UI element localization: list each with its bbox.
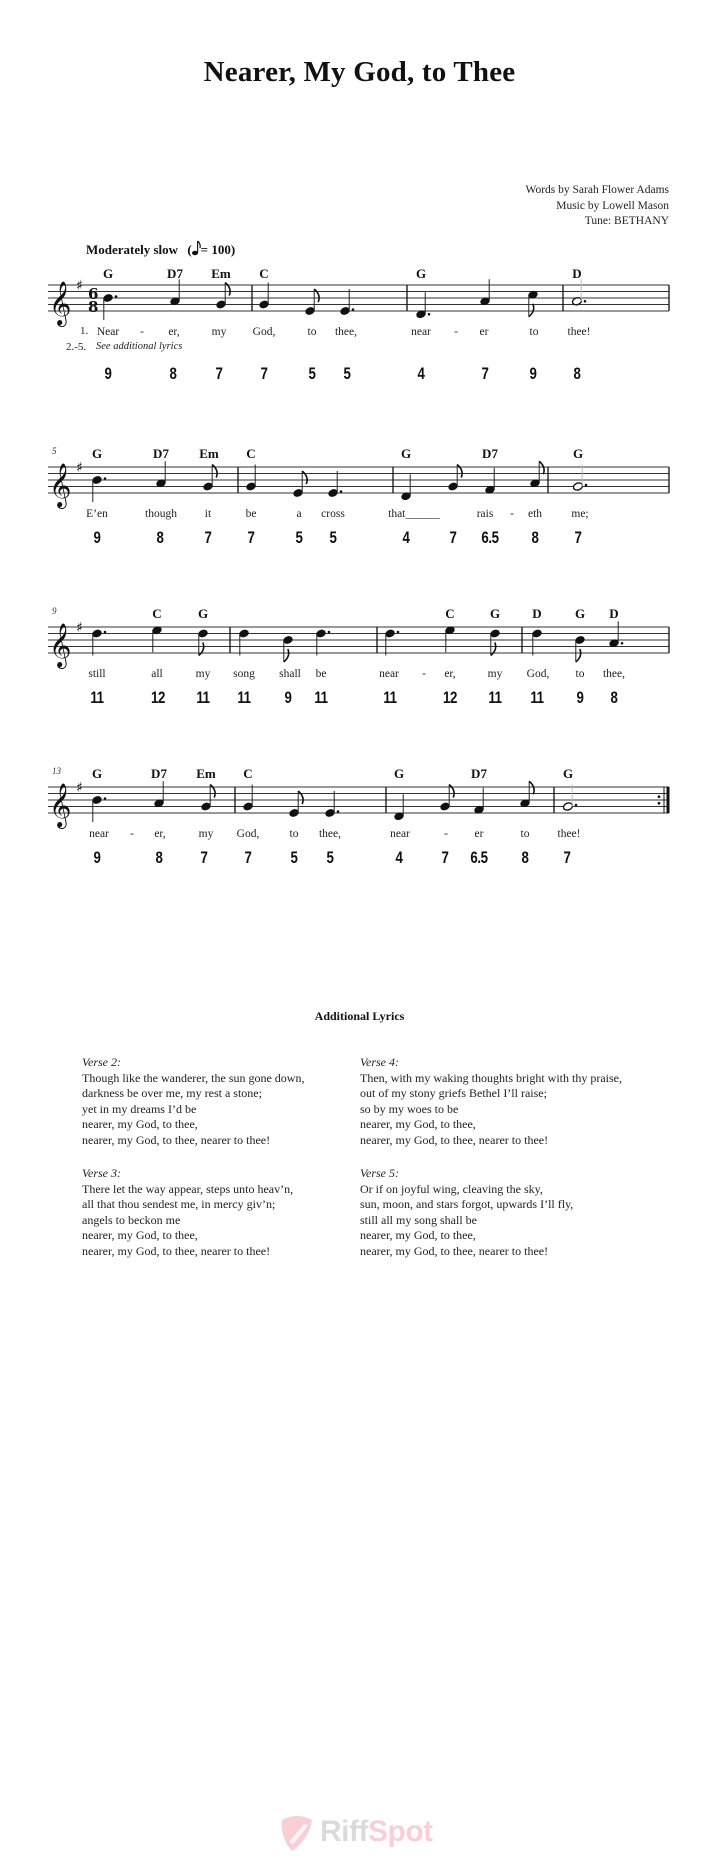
verse-line: sun, moon, and stars forgot, upwards I’ll fly, <box>360 1197 574 1212</box>
lyric-syllable: my <box>198 828 214 840</box>
lyric-syllable: my <box>211 326 227 338</box>
chord-symbol: C <box>246 446 256 461</box>
lyric-syllable: all <box>151 668 163 680</box>
verse-2-block <box>82 1055 304 1149</box>
lyric-syllable: Near <box>96 326 120 338</box>
verse-line: nearer, my God, to thee, nearer to thee! <box>82 1243 271 1258</box>
lyric-syllable: rais <box>476 508 494 520</box>
chord-symbol: G <box>400 446 412 461</box>
music-credit: Music by Lowell Mason <box>556 199 669 212</box>
harmonica-hole-number: 8 <box>610 688 618 707</box>
treble-clef-icon: 𝄞 <box>49 783 72 827</box>
harmonica-hole-number: 5 <box>290 848 298 867</box>
chord-symbol: G <box>197 606 209 621</box>
eighth-note-icon <box>192 240 201 256</box>
harmonica-hole-number: 11 <box>90 688 104 707</box>
lyric-syllable: er, <box>154 828 166 840</box>
chord-symbol: C <box>445 606 455 621</box>
verse-line: There let the way appear, steps unto heav’n, <box>82 1181 294 1196</box>
chord-symbol: G <box>489 606 501 621</box>
harmonica-hole-number: 9 <box>93 528 101 547</box>
harmonica-hole-number: 8 <box>155 848 163 867</box>
additional-lyrics-title: Additional Lyrics <box>314 1009 405 1023</box>
lyric-syllable: it <box>204 508 212 520</box>
guitar-pick-icon <box>278 1812 316 1852</box>
harmonica-hole-number: 7 <box>260 364 268 383</box>
lyric-syllable: God, <box>526 668 550 680</box>
harmonica-hole-number: 8 <box>156 528 164 547</box>
chord-symbol: C <box>152 606 162 621</box>
harmonica-hole-number: 4 <box>395 848 403 867</box>
lyric-syllable: thee! <box>557 828 581 840</box>
lyric-syllable: - <box>130 828 134 840</box>
sharp-icon: ♯ <box>76 780 83 796</box>
chord-symbol: D7 <box>151 766 167 781</box>
lyric-syllable: my <box>487 668 503 680</box>
harmonica-hole-number: 9 <box>93 848 101 867</box>
sharp-icon: ♯ <box>76 460 83 476</box>
verse-4-block <box>360 1055 622 1149</box>
lyric-syllable: to <box>575 668 585 680</box>
lyric-syllable: cross <box>321 508 345 520</box>
harmonica-hole-number: 7 <box>574 528 582 547</box>
harmonica-hole-number: 7 <box>449 528 457 547</box>
lyric-syllable: thee! <box>567 326 591 338</box>
lyric-syllable: song <box>233 668 255 680</box>
lyric-syllable: near <box>411 326 431 338</box>
harmonica-hole-number: 8 <box>521 848 529 867</box>
sharp-icon: ♯ <box>76 620 83 636</box>
chord-symbol: D7 <box>153 446 169 461</box>
lyric-syllable: to <box>307 326 317 338</box>
verse-1-label: 1. <box>80 325 89 337</box>
tempo-marking <box>86 240 235 258</box>
harmonica-hole-number: 9 <box>529 364 537 383</box>
harmonica-hole-number: 5 <box>343 364 351 383</box>
lyric-syllable: thee, <box>334 326 358 338</box>
credits <box>526 183 669 230</box>
harmonica-hole-number: 6.5 <box>470 848 488 867</box>
lyric-syllable: near <box>89 828 109 840</box>
lyric-syllable: er, <box>168 326 180 338</box>
lyric-syllable: thee, <box>318 828 342 840</box>
lyric-syllable: a <box>296 508 302 520</box>
harmonica-hole-number: 4 <box>417 364 425 383</box>
harmonica-hole-number: 12 <box>151 688 165 707</box>
brand-name: RiffSpot <box>320 1815 433 1848</box>
chord-symbol: D <box>532 606 542 621</box>
song-title: Nearer, My God, to Thee <box>203 56 516 88</box>
lyric-syllable: er <box>479 326 489 338</box>
chord-symbol: G <box>574 606 586 621</box>
harmonica-hole-number: 7 <box>441 848 449 867</box>
lyric-syllable: E’en <box>86 508 108 520</box>
chord-symbol: G <box>415 266 427 281</box>
verse-label: Verse 3: <box>82 1166 121 1180</box>
verse-line: nearer, my God, to thee, <box>360 1228 476 1243</box>
lyric-syllable: still <box>88 668 106 680</box>
harmonica-hole-number: 11 <box>237 688 251 707</box>
chord-symbol: C <box>259 266 269 281</box>
lyric-syllable: - <box>510 508 514 520</box>
chord-symbol: D7 <box>471 766 487 781</box>
harmonica-hole-number: 7 <box>481 364 489 383</box>
harmonica-hole-number: 8 <box>169 364 177 383</box>
harmonica-hole-number: 11 <box>314 688 328 707</box>
measure-number: 5 <box>52 446 57 456</box>
harmonica-hole-number: 6.5 <box>481 528 499 547</box>
lyric-syllable: to <box>289 828 299 840</box>
words-credit: Words by Sarah Flower Adams <box>525 184 669 196</box>
treble-clef-icon: 𝄞 <box>49 281 72 325</box>
riffspot-watermark <box>278 1812 433 1852</box>
verse-line: yet in my dreams I’d be <box>82 1101 197 1116</box>
chord-symbol: Em <box>211 266 231 281</box>
harmonica-hole-number: 4 <box>402 528 410 547</box>
verse-line: out of my stony griefs Bethel I’ll raise; <box>360 1086 547 1101</box>
verse-line: Then, with my waking thoughts bright with thy praise, <box>360 1070 622 1085</box>
lyric-syllable: God, <box>236 828 260 840</box>
verse-line: nearer, my God, to thee, <box>82 1117 198 1132</box>
verse-line: nearer, my God, to thee, <box>360 1117 476 1132</box>
lyric-syllable: be <box>315 668 327 680</box>
verse-line: nearer, my God, to thee, nearer to thee! <box>82 1132 271 1147</box>
lyric-syllable: me; <box>571 508 589 520</box>
verse-label: Verse 5: <box>360 1166 399 1180</box>
harmonica-hole-number: 9 <box>104 364 112 383</box>
treble-clef-icon: 𝄞 <box>49 623 72 667</box>
measure-number: 9 <box>52 606 57 616</box>
verse-line: Or if on joyful wing, cleaving the sky, <box>360 1181 543 1196</box>
lyric-syllable: - <box>454 326 458 338</box>
lyric-syllable: that______ <box>388 508 440 520</box>
harmonica-hole-number: 7 <box>247 528 255 547</box>
lyric-syllable: er, <box>444 668 456 680</box>
lyric-syllable: eth <box>527 508 543 520</box>
lyric-syllable: near <box>390 828 410 840</box>
verse-3-block <box>82 1166 293 1260</box>
verse-line: darkness be over me, my rest a stone; <box>82 1086 262 1101</box>
treble-clef-icon: 𝄞 <box>49 463 72 507</box>
verse-line: angels to beckon me <box>82 1212 181 1227</box>
lyric-syllable: to <box>520 828 530 840</box>
harmonica-hole-number: 5 <box>308 364 316 383</box>
harmonica-hole-number: 5 <box>295 528 303 547</box>
verse-line: Though like the wanderer, the sun gone down, <box>82 1070 305 1085</box>
verse-line: so by my woes to be <box>360 1101 459 1116</box>
harmonica-hole-number: 5 <box>326 848 334 867</box>
lyric-syllable: near <box>379 668 399 680</box>
tune-credit: Tune: BETHANY <box>584 215 669 227</box>
chord-symbol: D7 <box>482 446 498 461</box>
harmonica-hole-number: 7 <box>204 528 212 547</box>
harmonica-hole-number: 7 <box>215 364 223 383</box>
harmonica-hole-number: 12 <box>443 688 457 707</box>
harmonica-hole-number: 11 <box>196 688 210 707</box>
harmonica-hole-number: 11 <box>383 688 397 707</box>
harmonica-hole-number: 7 <box>200 848 208 867</box>
staff <box>0 447 719 517</box>
verse-line: nearer, my God, to thee, <box>82 1228 198 1243</box>
lyric-syllable: God, <box>252 326 276 338</box>
harmonica-hole-number: 9 <box>576 688 584 707</box>
verse-label: Verse 2: <box>82 1055 121 1069</box>
harmonica-hole-number: 8 <box>573 364 581 383</box>
harmonica-hole-number: 7 <box>244 848 252 867</box>
chord-symbol: D7 <box>167 266 183 281</box>
tempo-paren: ( <box>187 242 192 257</box>
verse-line: nearer, my God, to thee, nearer to thee! <box>360 1132 549 1147</box>
chord-symbol: C <box>243 766 253 781</box>
chord-symbol: G <box>91 766 103 781</box>
staff <box>0 767 719 837</box>
lyric-syllable: be <box>245 508 257 520</box>
lyric-syllable: thee, <box>602 668 626 680</box>
verse-line: nearer, my God, to thee, nearer to thee! <box>360 1243 549 1258</box>
lyric-syllable: to <box>529 326 539 338</box>
harmonica-hole-number: 11 <box>488 688 502 707</box>
lyric-syllable: er <box>474 828 484 840</box>
sharp-icon: ♯ <box>76 278 83 294</box>
verse-5-block <box>360 1166 573 1260</box>
chord-symbol: G <box>572 446 584 461</box>
tempo-value: = 100) <box>200 242 236 257</box>
tempo-label: Moderately slow <box>86 242 179 257</box>
measure-number: 13 <box>52 766 61 776</box>
lyric-syllable: my <box>195 668 211 680</box>
chord-symbol: G <box>102 266 114 281</box>
chord-symbol: G <box>393 766 405 781</box>
svg-text:8: 8 <box>88 298 99 316</box>
harmonica-hole-number: 8 <box>531 528 539 547</box>
lyric-syllable: shall <box>279 668 301 680</box>
lyric-syllable: - <box>422 668 426 680</box>
chord-symbol: G <box>562 766 574 781</box>
verses-2-5-label: 2.-5. <box>66 341 87 353</box>
chord-symbol: D <box>572 266 582 281</box>
verse-line: all that thou sendest me, in mercy giv’n; <box>82 1197 276 1212</box>
lyric-syllable: - <box>140 326 144 338</box>
harmonica-hole-number: 5 <box>329 528 337 547</box>
verse-line: still all my song shall be <box>360 1212 477 1227</box>
chord-symbol: G <box>91 446 103 461</box>
harmonica-hole-number: 11 <box>530 688 544 707</box>
harmonica-hole-number: 7 <box>563 848 571 867</box>
chord-symbol: Em <box>199 446 219 461</box>
see-additional-lyrics-note: See additional lyrics <box>96 341 183 352</box>
lyric-syllable: though <box>145 508 177 520</box>
svg-text:6: 6 <box>88 285 99 303</box>
chord-symbol: Em <box>196 766 216 781</box>
verse-label: Verse 4: <box>360 1055 399 1069</box>
lyric-syllable: - <box>444 828 448 840</box>
harmonica-hole-number: 9 <box>284 688 292 707</box>
chord-symbol: D <box>609 606 619 621</box>
